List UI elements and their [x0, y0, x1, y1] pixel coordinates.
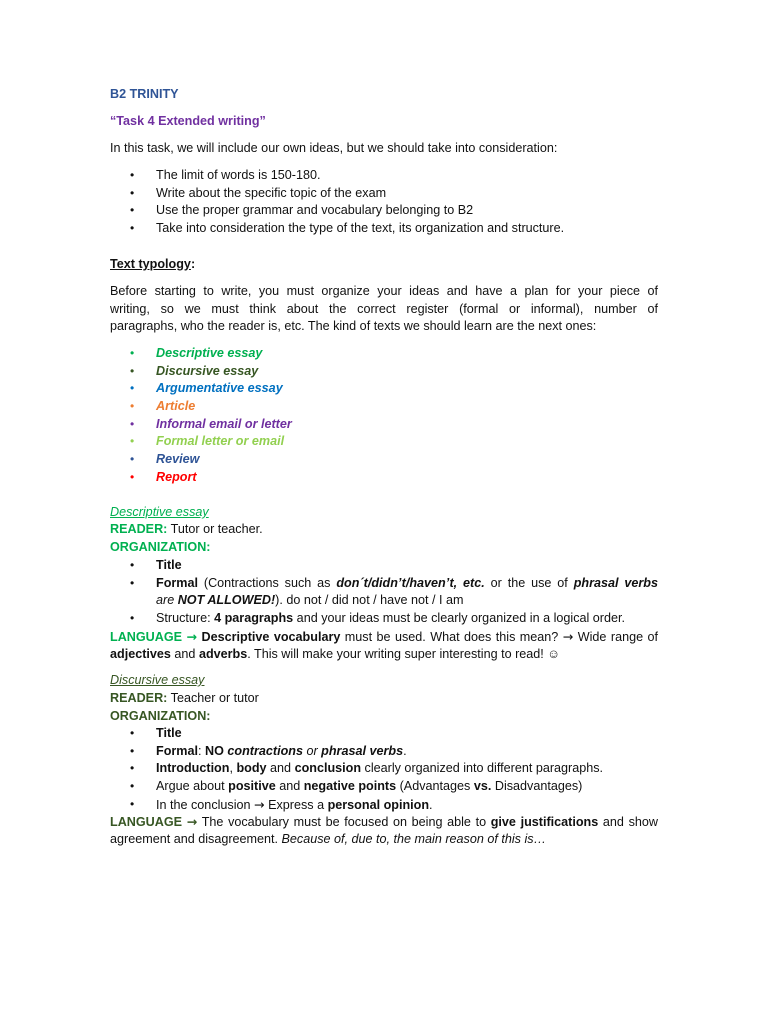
list-item: • Formal: NO contractions or phrasal verbs.: [110, 743, 658, 761]
discursive-organization-list: [110, 725, 658, 813]
bullet-icon: •: [130, 452, 135, 467]
bullet-icon: •: [130, 761, 135, 776]
bullet-icon: •: [130, 203, 135, 218]
bullet-icon: •: [130, 399, 135, 414]
text-type-item: [110, 380, 658, 398]
text-type-item: [110, 416, 658, 434]
bullet-icon: •: [130, 416, 135, 431]
discursive-organization-label: ORGANIZATION:: [110, 709, 211, 723]
list-item: • Use the proper grammar and vocabulary belonging to B2: [110, 202, 658, 220]
text-types-list: [110, 345, 658, 487]
text-type-label: Discursive essay: [156, 363, 259, 378]
text-type-label: Formal letter or email: [156, 434, 285, 449]
bullet-icon: •: [130, 726, 135, 740]
bullet-icon: •: [130, 434, 135, 449]
descriptive-organization-list: [110, 557, 658, 628]
text-type-label: Informal email or letter: [156, 416, 292, 431]
discursive-language: LANGUAGE → The vocabulary must be focused on being able to give justifications and show agreement and disagreement. Because of, due to, the main reason of this is…: [110, 814, 658, 846]
descriptive-essay-title: Descriptive essay: [110, 505, 209, 519]
arrow-right-icon: →: [562, 629, 574, 644]
text-type-label: Descriptive essay: [156, 346, 263, 360]
bullet-icon: •: [130, 796, 135, 811]
bullet-icon: •: [130, 611, 135, 626]
text-type-label: Argumentative essay: [156, 381, 283, 396]
discursive-reader: READER: Teacher or tutor: [110, 691, 259, 705]
level-heading: B2 TRINITY: [110, 87, 179, 101]
bullet-icon: •: [130, 381, 135, 396]
list-item: • Structure: 4 paragraphs and your ideas must be clearly organized in a logical order.: [110, 610, 658, 628]
bullet-icon: •: [130, 168, 135, 182]
descriptive-reader: READER: Tutor or teacher.: [110, 522, 263, 536]
list-item: are NOT ALLOWED!). do not / did not / have not / I am: [156, 593, 464, 608]
text-type-item: [110, 363, 658, 381]
discursive-essay-title: Discursive essay: [110, 673, 205, 687]
text-type-item: [110, 345, 658, 363]
text-type-item: [110, 451, 658, 469]
list-item: • Title: [110, 725, 658, 743]
list-item: • Take into consideration the type of the text, its organization and structure.: [110, 220, 658, 238]
typology-paragraph: Before starting to write, you must organize your ideas and have a plan for your piece of writing, so we must think about the correct register (formal or informal), number of paragraphs, who the reader is, etc. The kind of texts we should learn are the next ones:: [110, 284, 658, 334]
typology-heading: Text typology:: [110, 257, 196, 271]
text-type-item: [110, 469, 658, 487]
bullet-icon: •: [130, 185, 135, 200]
bullet-icon: •: [130, 363, 135, 378]
arrow-right-icon: →: [186, 814, 198, 829]
text-type-item: [110, 433, 658, 451]
list-item: • Formal (Contractions such as don´t/didn’t/haven’t, etc. or the use of phrasal verbs: [110, 575, 658, 593]
descriptive-organization-label: ORGANIZATION:: [110, 540, 211, 554]
text-type-label: Article: [156, 399, 196, 414]
bullet-icon: •: [130, 558, 135, 572]
task-heading: “Task 4 Extended writing”: [110, 114, 266, 128]
intro-text: In this task, we will include our own ideas, but we should take into consideration:: [110, 141, 558, 155]
list-item: • In the conclusion → Express a personal opinion.: [130, 796, 433, 812]
bullet-icon: •: [130, 469, 135, 484]
bullet-icon: •: [130, 779, 135, 794]
text-type-label: Review: [156, 452, 200, 467]
bullet-icon: •: [130, 346, 135, 360]
list-item: • Introduction, body and conclusion clearly organized into different paragraphs.: [110, 760, 658, 778]
text-type-item: [110, 398, 658, 416]
list-item: • Title: [110, 557, 658, 575]
intro-bullet-list: [110, 167, 658, 238]
list-item: • The limit of words is 150-180.: [110, 167, 658, 185]
bullet-icon: •: [130, 743, 135, 758]
arrow-right-icon: →: [254, 796, 265, 812]
list-item: • Write about the specific topic of the exam: [110, 185, 658, 203]
descriptive-language: LANGUAGE → Descriptive vocabulary must be used. What does this mean? → Wide range of adjectives and adverbs. This will make your writing super interesting to read! ☺: [110, 629, 659, 661]
arrow-right-icon: →: [186, 629, 198, 644]
text-type-label: Report: [156, 469, 197, 484]
list-item: • Argue about positive and negative points (Advantages vs. Disadvantages): [110, 778, 658, 796]
bullet-icon: •: [130, 575, 135, 590]
bullet-icon: •: [130, 221, 135, 236]
